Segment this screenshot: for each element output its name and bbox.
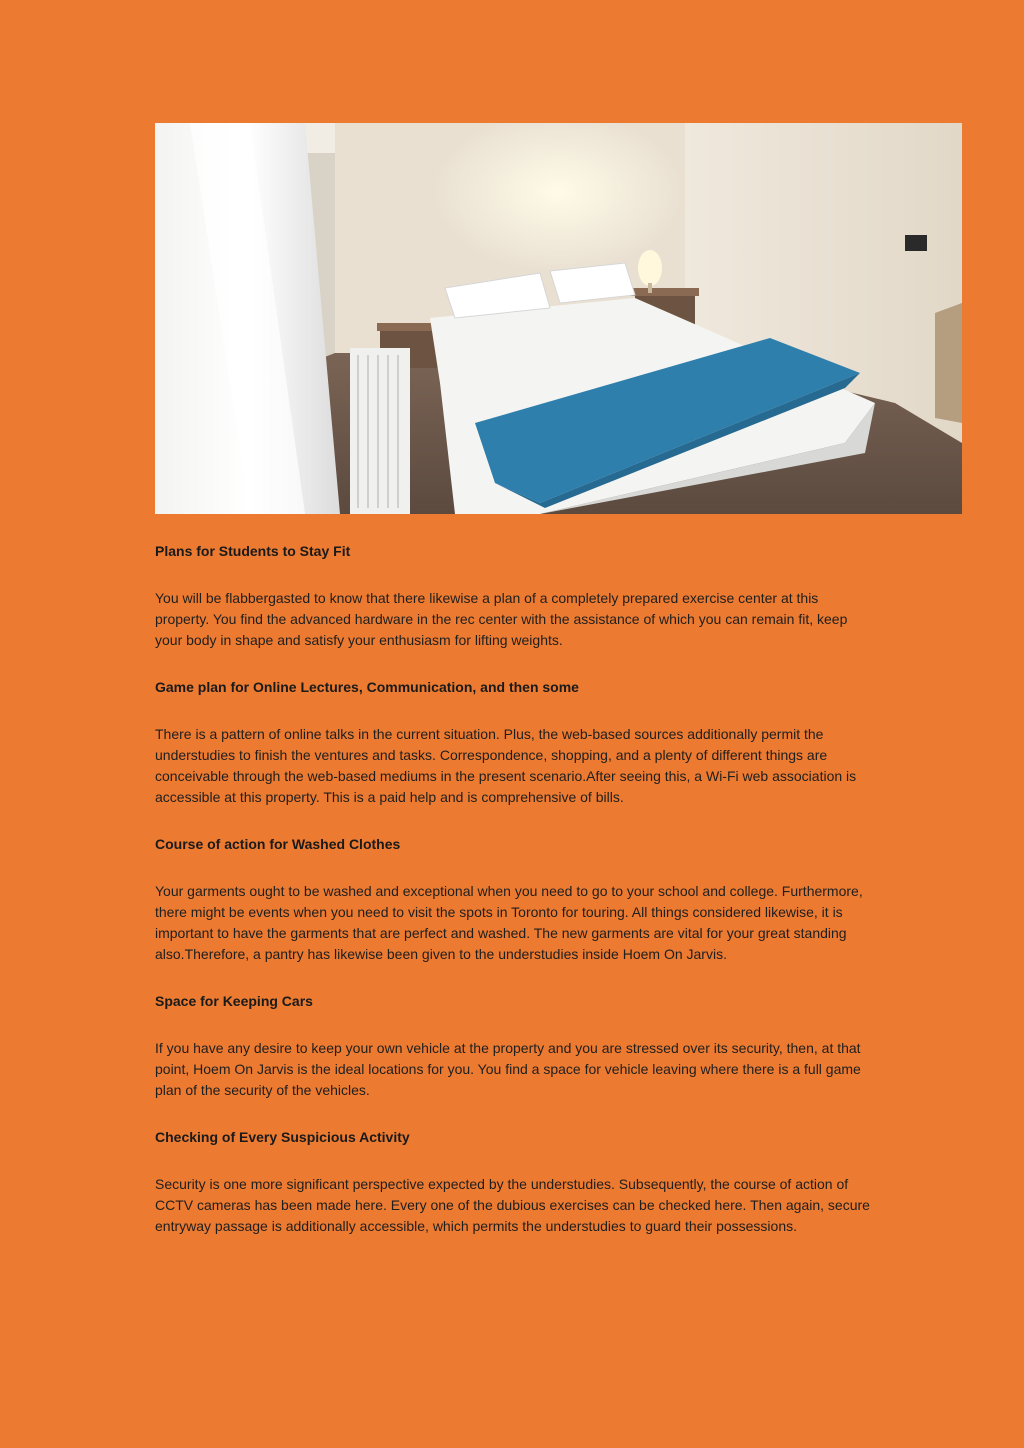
section-washed-clothes xyxy=(155,834,875,965)
section-keeping-cars xyxy=(155,991,875,1101)
section-paragraph: Security is one more significant perspective expected by the understudies. Subsequently, the course of action of CCTV cameras has been made here. Every one of the dubious exercises can be checked here. Then again, secure entryway passage is additionally accessible, which permits the understudies to guard their possessions. xyxy=(155,1176,870,1234)
section-heading: Plans for Students to Stay Fit xyxy=(155,543,351,559)
section-online-lectures xyxy=(155,677,875,808)
section-paragraph: If you have any desire to keep your own vehicle at the property and you are stressed over its security, then, at that point, Hoem On Jarvis is the ideal locations for you. You find a space for vehicle leaving where there is a full game plan of the security of the vehicles. xyxy=(155,1040,861,1098)
section-heading: Course of action for Washed Clothes xyxy=(155,836,401,852)
article-body xyxy=(155,541,875,1263)
hotel-room-photo xyxy=(155,123,962,514)
section-paragraph: There is a pattern of online talks in the current situation. Plus, the web-based sources additionally permit the understudies to finish the ventures and tasks. Correspondence, shopping, and a plenty of different things are conceivable through the web-based mediums in the present scenario.After seeing this, a Wi-Fi web association is accessible at this property. This is a paid help and is comprehensive of bills. xyxy=(155,726,857,805)
section-heading: Game plan for Online Lectures, Communication, and then some xyxy=(155,679,579,695)
section-paragraph: Your garments ought to be washed and exceptional when you need to go to your school and college. Furthermore, there might be events when you need to visit the spots in Toronto for touring. All things considered likewise, it is important to have the garments that are perfect and washed. The new garments are vital for your great standing also.Therefore, a pantry has likewise been given to the understudies inside Hoem On Jarvis. xyxy=(155,883,863,962)
section-heading: Space for Keeping Cars xyxy=(155,993,313,1009)
hotel-room-illustration xyxy=(155,123,962,514)
section-suspicious-activity xyxy=(155,1127,875,1237)
section-heading: Checking of Every Suspicious Activity xyxy=(155,1129,410,1145)
section-paragraph: You will be flabbergasted to know that there likewise a plan of a completely prepared exercise center at this property. You find the advanced hardware in the rec center with the assistance of which you can remain fit, keep your body in shape and satisfy your enthusiasm for lifting weights. xyxy=(155,590,848,648)
section-stay-fit xyxy=(155,541,875,651)
